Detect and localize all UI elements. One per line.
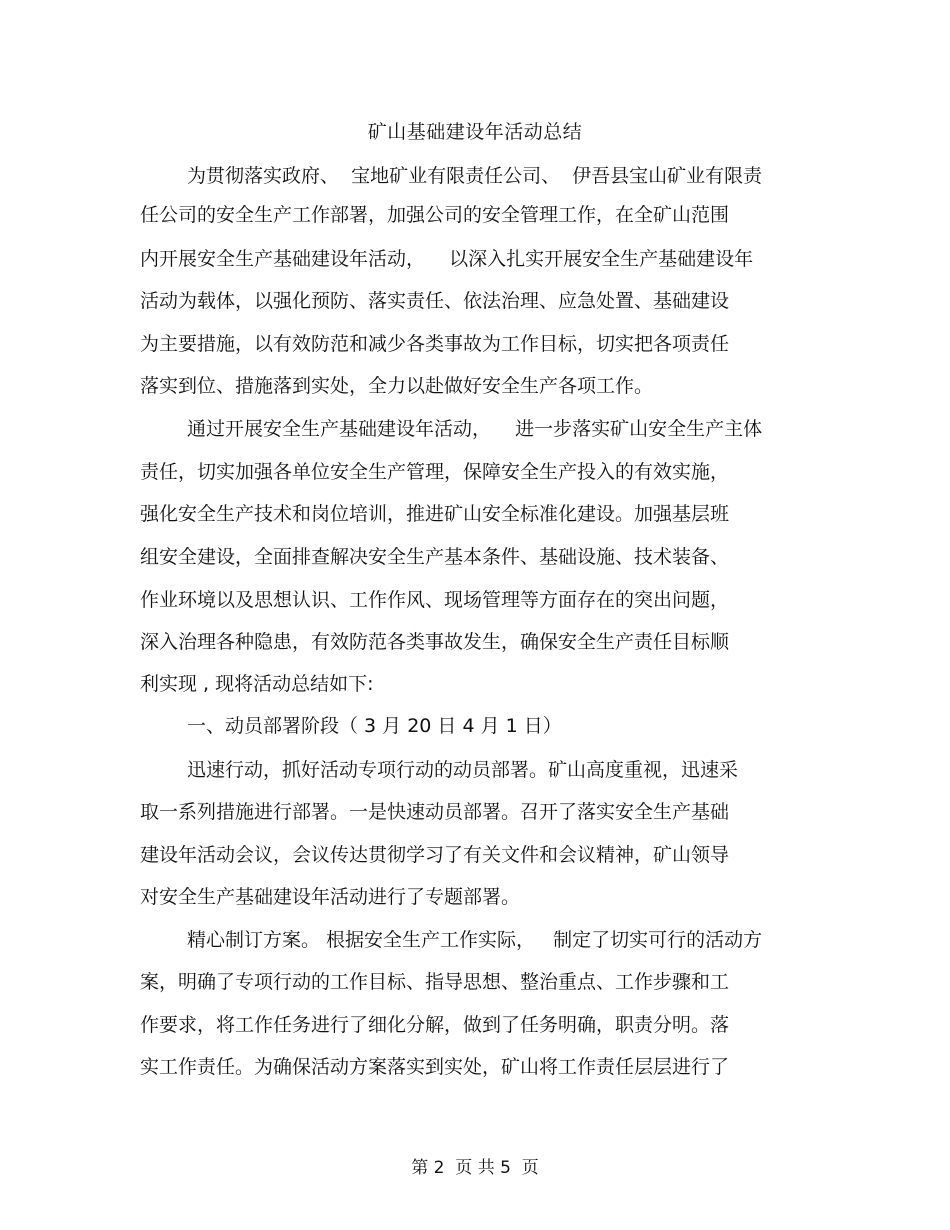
page-number: 第 2 页 共 5 页 [411,1158,539,1178]
document-title: 矿山基础建设年活动总结 [367,121,583,143]
paragraph-line: 任公司的安全生产工作部署，加强公司的安全管理工作，在全矿山范围 [140,204,730,226]
paragraph-line: 对安全生产基础建设年活动进行了专题部署。 [140,886,521,908]
paragraph-line: 作要求，将工作任务进行了细化分解，做到了任务明确，职责分明。落 [140,1014,730,1036]
paragraph-line: 实工作责任。为确保活动方案落实到实处，矿山将工作责任层层进行了 [140,1056,730,1078]
paragraph-line: 精心制订方案。 根据安全生产工作实际， 制定了切实可行的活动方 [187,929,763,951]
paragraph-line: 建设年活动会议，会议传达贯彻学习了有关文件和会议精神，矿山领导 [140,844,730,866]
paragraph-line: 强化安全生产技术和岗位培训，推进矿山安全标准化建设。加强基层班 [140,503,730,525]
paragraph-line: 案，明确了专项行动的工作目标、指导思想、整治重点、工作步骤和工 [140,971,730,993]
paragraph-line: 内开展安全生产基础建设年活动， 以深入扎实开展安全生产基础建设年 [140,248,754,270]
paragraph-line: 组安全建设，全面排查解决安全生产基本条件、基础设施、技术装备、 [140,546,730,568]
paragraph-line: 活动为载体，以强化预防、落实责任、依法治理、应急处置、基础建设 [140,290,730,312]
section-heading: 一、动员部署阶段（ 3 月 20 日 4 月 1 日） [187,715,562,737]
paragraph-line: 责任，切实加强各单位安全生产管理，保障安全生产投入的有效实施， [140,461,730,483]
paragraph-line: 作业环境以及思想认识、工作作风、现场管理等方面存在的突出问题， [140,589,730,611]
paragraph-line: 取一系列措施进行部署。一是快速动员部署。召开了落实安全生产基础 [140,801,730,823]
paragraph-line: 落实到位、措施落到实处，全力以赴做好安全生产各项工作。 [140,375,654,397]
paragraph-line: 利实现 , 现将活动总结如下: [140,673,374,695]
paragraph-line: 深入治理各种隐患，有效防范各类事故发生，确保安全生产责任目标顺 [140,631,730,653]
paragraph-line: 通过开展安全生产基础建设年活动， 进一步落实矿山安全生产主体 [187,418,763,440]
paragraph-line: 为贯彻落实政府、 宝地矿业有限责任公司、 伊吾县宝山矿业有限责 [187,165,763,187]
paragraph-line: 迅速行动，抓好活动专项行动的动员部署。矿山高度重视，迅速采 [187,759,739,781]
paragraph-line: 为主要措施，以有效防范和减少各类事故为工作目标，切实把各项责任 [140,333,730,355]
